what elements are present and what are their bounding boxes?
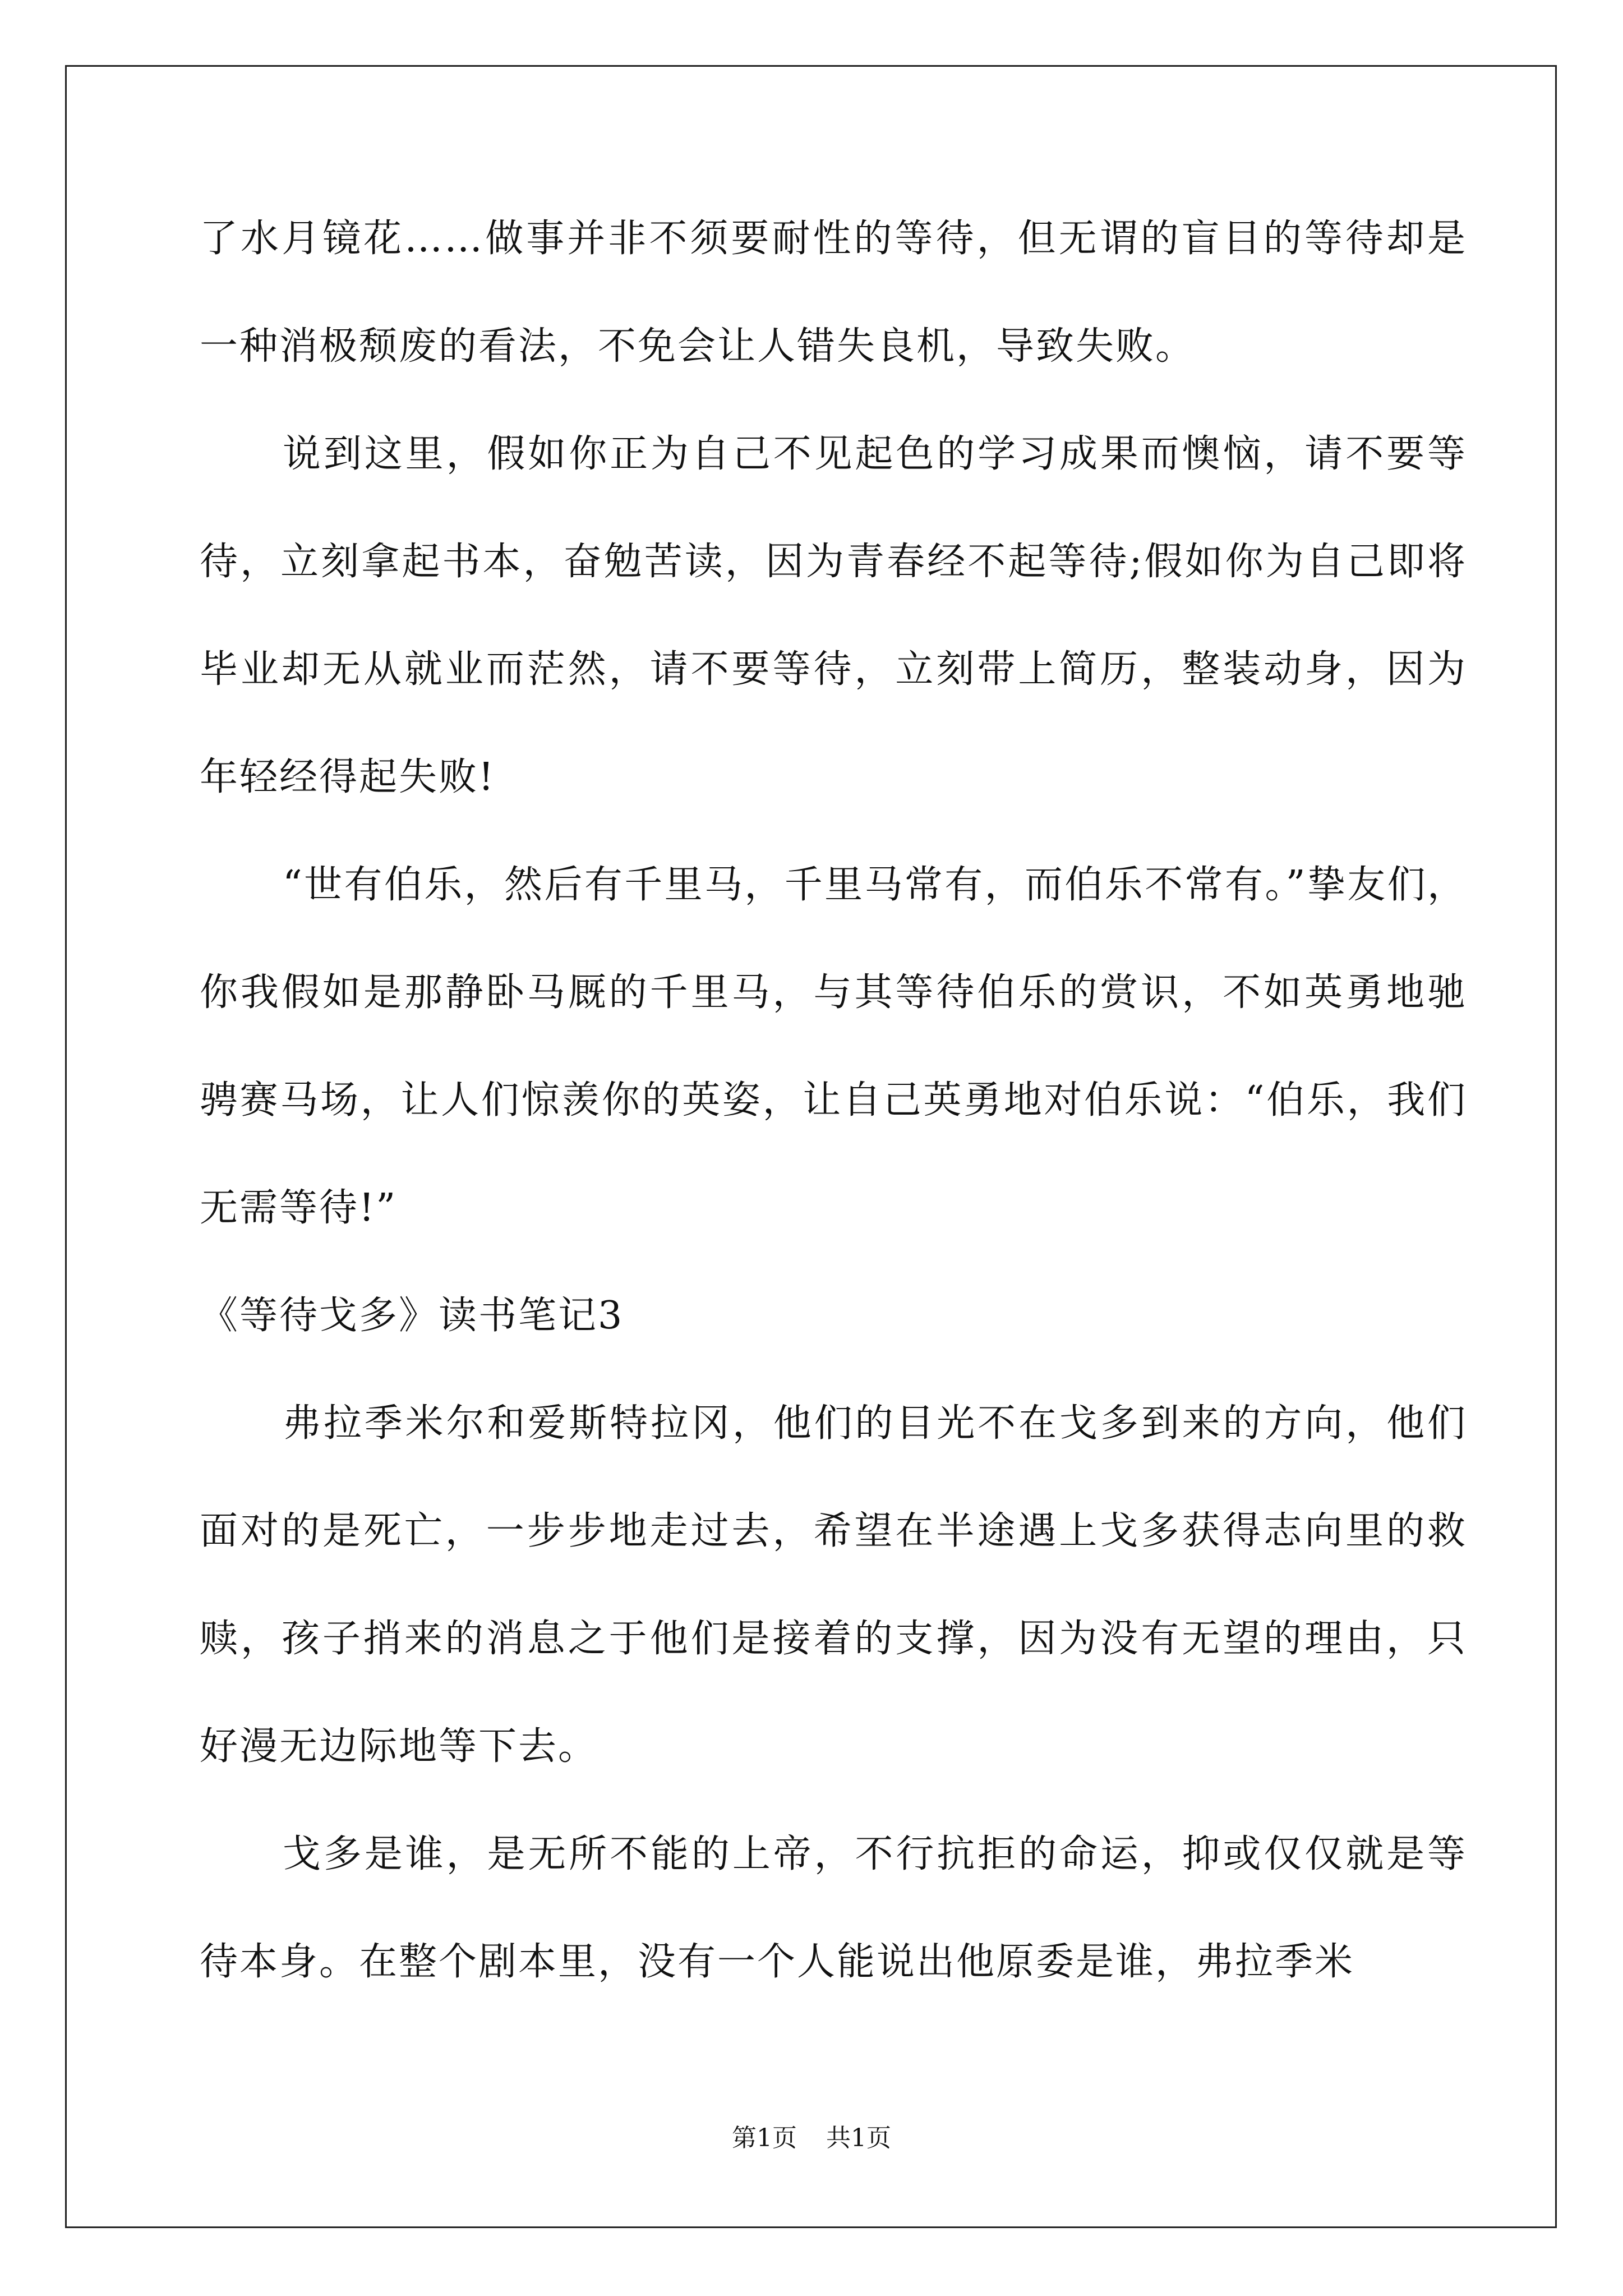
document-body xyxy=(200,185,1467,2016)
paragraph-1: 了水月镜花……做事并非不须要耐性的等待，但无谓的盲目的等待却是一种消极颓废的看法，不免会让人错失良机，导致失败。 xyxy=(200,217,1467,369)
page-number: 第1页 xyxy=(732,2124,797,2152)
paragraph-5: 戈多是谁，是无所不能的上帝，不行抗拒的命运，抑或仅仅就是等待本身。在整个剧本里，没有一个人能说出他原委是谁，弗拉季米 xyxy=(200,1832,1467,1984)
paragraph-3: “世有伯乐，然后有千里马，千里马常有，而伯乐不常有。”挚友们，你我假如是那静卧马厩的千里马，与其等待伯乐的赏识，不如英勇地驰骋赛马场，让人们惊羡你的英姿，让自己英勇地对伯乐说：“伯乐，我们无需等待!” xyxy=(200,863,1467,1230)
paragraph-2: 说到这里，假如你正为自己不见起色的学习成果而懊恼，请不要等待，立刻拿起书本，奋勉苦读，因为青春经不起等待;假如你为自己即将毕业却无从就业而茫然，请不要等待，立刻带上简历，整装动身，因为年轻经得起失败! xyxy=(200,432,1467,799)
page-footer xyxy=(0,2122,1623,2155)
section-heading: 《等待戈多》读书笔记3 xyxy=(200,1294,624,1338)
page-total: 共1页 xyxy=(826,2124,891,2152)
paragraph-4: 弗拉季米尔和爱斯特拉冈，他们的目光不在戈多到来的方向，他们面对的是死亡，一步步地走过去，希望在半途遇上戈多获得志向里的救赎，孩子捎来的消息之于他们是接着的支撑，因为没有无望的理由，只好漫无边际地等下去。 xyxy=(200,1401,1467,1769)
